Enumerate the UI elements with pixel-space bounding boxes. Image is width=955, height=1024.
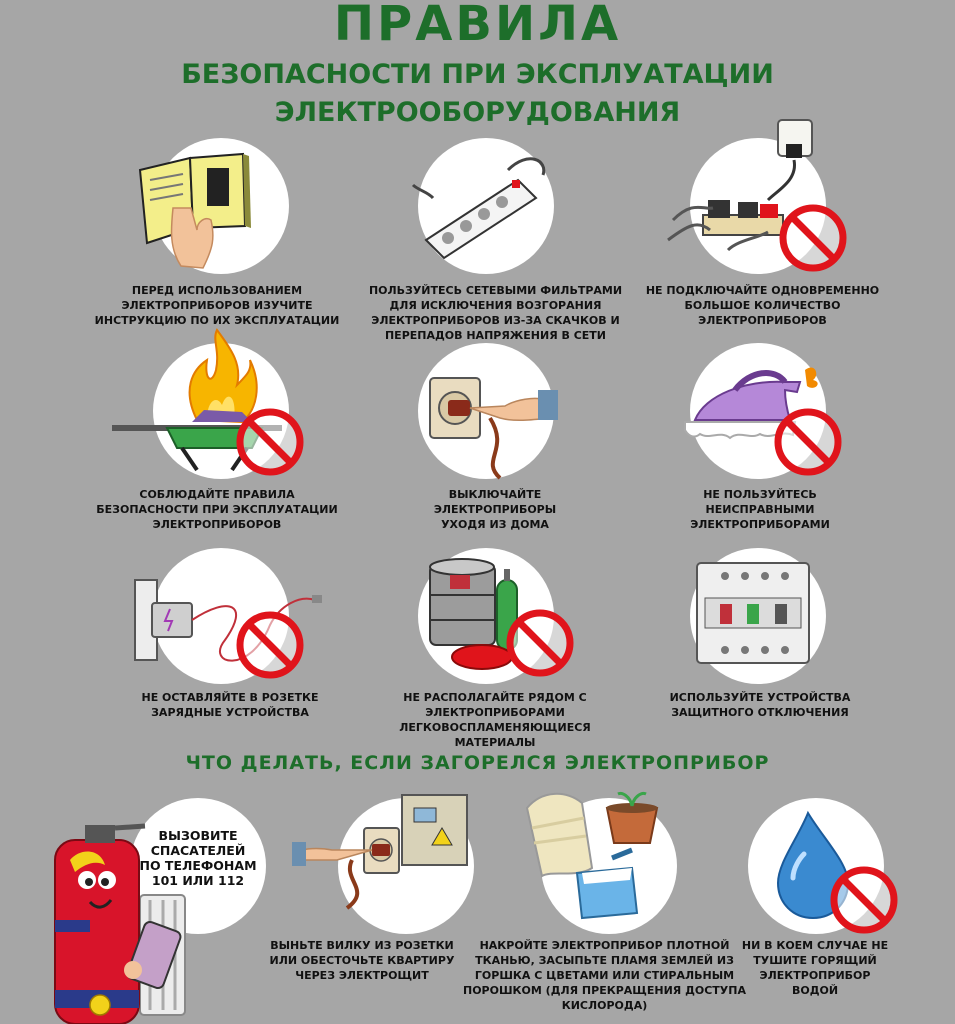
prohibition-sign-icon	[510, 613, 570, 673]
extinguisher-mascot-icon	[45, 820, 195, 1024]
unplug-caption: ВЫНЬТЕ ВИЛКУ ИЗ РОЗЕТКИ ИЛИ ОБЕСТОЧЬТЕ КВАРТИРУ ЧЕРЕЗ ЭЛЕКТРОЩИТ	[269, 939, 455, 982]
no-water-caption: НИ В КОЕМ СЛУЧАЕ НЕ ТУШИТЕ ГОРЯЩИЙ ЭЛЕКТРОПРИБОР ВОДОЙ	[741, 939, 889, 997]
rule-7-caption: НЕ ОСТАВЛЯЙТЕ В РОЗЕТКЕ ЗАРЯДНЫЕ УСТРОЙСТВА	[141, 691, 319, 719]
water-drop-icon	[768, 808, 908, 928]
section-title: ЧТО ДЕЛАТЬ, ЕСЛИ ЗАГОРЕЛСЯ ЭЛЕКТРОПРИБОР	[185, 752, 770, 774]
burning-iron-icon	[112, 330, 322, 480]
rule-6-caption: НЕ ПОЛЬЗУЙТЕСЬ НЕИСПРАВНЫМИ ЭЛЕКТРОПРИБОРАМИ	[690, 488, 830, 531]
cover-caption: НАКРОЙТЕ ЭЛЕКТРОПРИБОР ПЛОТНОЙ ТКАНЬЮ, ЗАСЫПЬТЕ ПЛАМЯ ЗЕМЛЕЙ ИЗ ГОРШКА С ЦВЕТАМИ ИЛИ СТИРАЛЬНЫМ ПОРОШКОМ (ДЛЯ ПРЕКРАЩЕНИЯ ДОСТУПА КИСЛОРОДА)	[462, 939, 747, 1012]
rule-2-caption: ПОЛЬЗУЙТЕСЬ СЕТЕВЫМИ ФИЛЬТРАМИ ДЛЯ ИСКЛЮЧЕНИЯ ВОЗГОРАНИЯ ЭЛЕКТРОПРИБОРОВ ИЗ-ЗА СКАЧКОВ И ПЕРЕПАДОВ НАПРЯЖЕНИЯ В СЕТИ	[368, 284, 623, 342]
prohibition-sign-icon	[778, 412, 838, 472]
prohibition-sign-icon	[240, 615, 300, 675]
unplug-hand-icon	[420, 360, 565, 480]
call-rescuers-caption: ВЫЗОВИТЕ СПАСАТЕЛЕЙ ПО ТЕЛЕФОНАМ 101 ИЛИ 112	[139, 828, 257, 888]
rule-8-caption: НЕ РАСПОЛАГАЙТЕ РЯДОМ С ЭЛЕКТРОПРИБОРАМИ ЛЕГКОВОСПЛАМЕНЯЮЩИЕСЯ МАТЕРИАЛЫ	[399, 691, 591, 749]
prohibition-sign-icon	[783, 208, 843, 268]
towel-soil-powder-icon	[522, 788, 672, 928]
flammable-barrels-icon	[422, 555, 577, 680]
prohibition-sign-icon	[240, 412, 300, 472]
subtitle-line-1: БЕЗОПАСНОСТИ ПРИ ЭКСПЛУАТАЦИИ	[181, 59, 774, 90]
rule-3-caption: НЕ ПОДКЛЮЧАЙТЕ ОДНОВРЕМЕННО БОЛЬШОЕ КОЛИЧЕСТВО ЭЛЕКТРОПРИБОРОВ	[645, 284, 880, 327]
rule-5-caption: ВЫКЛЮЧАЙТЕ ЭЛЕКТРОПРИБОРЫ УХОДЯ ИЗ ДОМА	[433, 488, 557, 531]
subtitle-line-2: ЭЛЕКТРООБОРУДОВАНИЯ	[274, 97, 681, 128]
rule-4-caption: СОБЛЮДАЙТЕ ПРАВИЛА БЕЗОПАСНОСТИ ПРИ ЭКСПЛУАТАЦИИ ЭЛЕКТРОПРИБОРОВ	[96, 488, 338, 531]
charger-in-socket-icon	[130, 565, 320, 690]
prohibition-sign-icon	[834, 870, 894, 930]
power-strip-icon	[408, 150, 558, 270]
electrical-panel-icon	[292, 790, 477, 910]
rule-1-caption: ПЕРЕД ИСПОЛЬЗОВАНИЕМ ЭЛЕКТРОПРИБОРОВ ИЗУЧИТЕ ИНСТРУКЦИЮ ПО ИХ ЭКСПЛУАТАЦИИ	[94, 284, 340, 327]
rule-9-caption: ИСПОЛЬЗУЙТЕ УСТРОЙСТВА ЗАЩИТНОГО ОТКЛЮЧЕНИЯ	[669, 691, 851, 719]
faulty-iron-icon	[675, 360, 850, 485]
overloaded-socket-icon	[668, 120, 858, 260]
manual-book-icon	[135, 148, 285, 278]
page-title: ПРАВИЛА	[333, 0, 622, 52]
circuit-breaker-icon	[695, 558, 815, 668]
